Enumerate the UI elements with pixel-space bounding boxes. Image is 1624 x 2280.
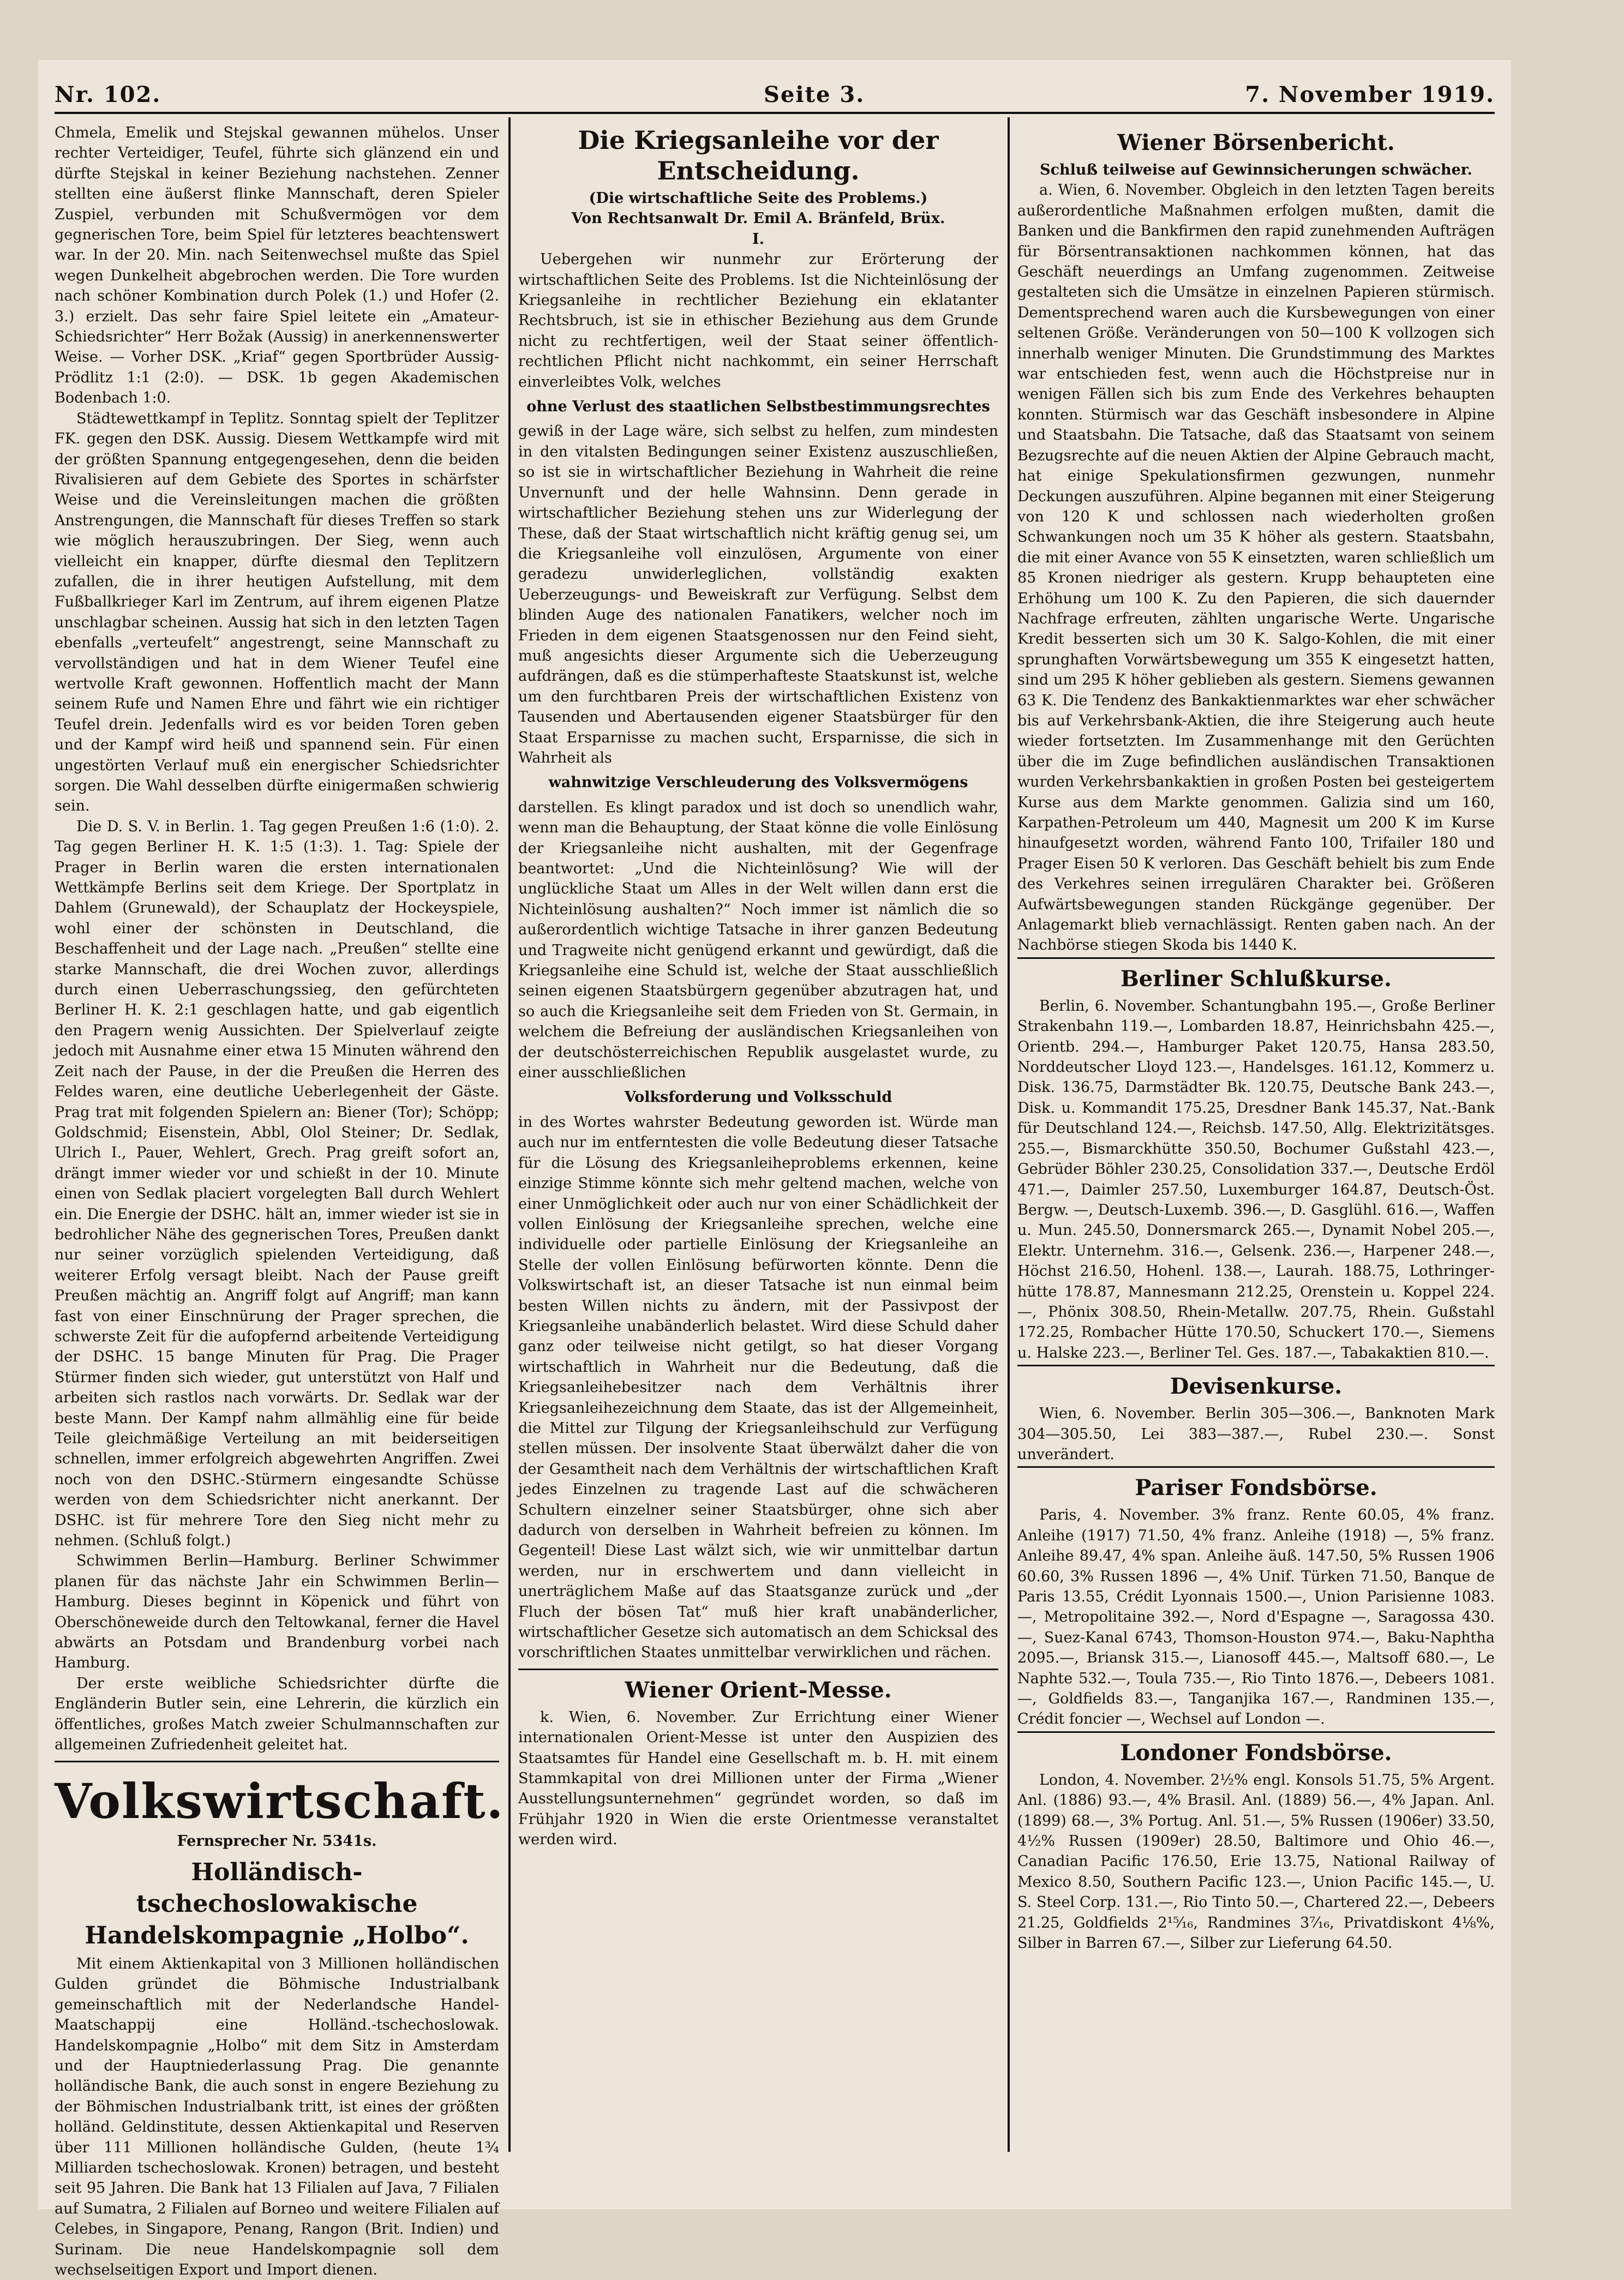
market-report: a. Wien, 6. November. Obgleich in den letzten Tagen bereits außerordentliche Maßnahmen erfolgen mußten, damit die Banken und die Bankfirmen den rapid zunehmenden Aufträgen für Börsentransaktionen nachkommen können, hat das Geschäft neuerdings an Umfang zugenommen. Zeitweise gestalteten sich die Umsätze in einzelnen Papieren stürmisch. Dementsprechend waren auch die Kursbewegungen von einer seltenen Größe. Veränderungen von 50—100 K vollzogen sich innerhalb weniger Minuten. Die Grundstimmung des Marktes war entschieden fest, wenn auch die Höchstpreise nur in wenigen Fällen sich bis zum Ende des Verkehres behaupten konnten. Stürmisch war das Geschäft insbesondere in Alpine und Staatsbahn. Die Tatsache, daß das Staatsamt von seinem Bezugsrechte auf die neuen Aktien der Alpine Gebrauch macht, hat einige Spekulationsfirmen gezwungen, nunmehr Deckungen auszuführen. Alpine begannen mit einer Steigerung von 120 K und schlossen nach wiederholten großen Schwankungen noch um 35 K höher als gestern. Staatsbahn, die mit einer Avance von 55 K einsetzten, waren schließlich um 85 Kronen niedriger als gestern. Krupp behaupteten eine Erhöhung um 100 K. Zu den Papieren, die sich dauernder Nachfrage erfreuten, zählten ungarische Werte. Ungarische Kredit besserten sich um 30 K. Salgo-Kohlen, die mit einer sprunghaften Vorwärtsbewegung um 355 K eingesetzt hatten, sind um 295 K höher geblieben als gestern. Siemens gewannen 63 K. Die Tendenz des Bankaktienmarktes war eher schwächer bis auf Verkehrsbank-Aktien, die ihre Steigerung auch heute wieder fortsetzten. Im Zusammenhange mit den Gerüchten über die im Zuge befindlichen ausländischen Transaktionen wurden Verkehrsbankaktien in großen Posten bei gesteigertem Kurse aus dem Markte genommen. Galizia sind um 160, Karpathen-Petroleum um 440, Magnesit um 200 K im Kurse hinaufgesetzt worden, während Fanto 100, Trifailer 180 und Prager Eisen 50 K verloren. Das Geschäft behielt bis zum Ende des Verkehres seinen irregulären Charakter bei. Größeren Aufwärtsbewegungen standen Rückgänge gegenüber. Der Anlagemarkt blieb vernachlässigt. Renten gaben nach. An der Nachbörse stiegen Skoda bis 1440 K.	[1017, 182, 1495, 954]
section-numeral: I.	[752, 230, 765, 248]
section-title-pariser-fondsboerse: Pariser Fondsbörse.	[1135, 1475, 1377, 1501]
quote-list: Paris, 4. November. 3% franz. Rente 60.05, 4% franz. Anleihe (1917) 71.50, 4% franz. Anleihe (1918) —, 5% franz. Anleihe 89.47, 4% span. Anleihe äuß. 147.50, 5% Russen 1906 60.60, 3% Russen 1896 —, 4% Unif. Türken 71.50, Banque de Paris 13.55, Crédit Lyonnais 1500.—, Union Parisienne 1083.—, Metropolitaine 392.—, Nord d'Espagne —, Saragossa 430.—, Suez-Kanal 6743, Thomson-Houston 974.—, Baku-Naphtha 2095.—, Briansk 315.—, Lianosoff 445.—, Maltsoff 680.—, Le Naphte 532.—, Toula 735.—, Rio Tinto 1876.—, Debeers 1081.—, Goldfields 83.—, Tanganjika 167.—, Randminen 135.—, Crédit foncier —, Wechsel auf London —.	[1017, 1507, 1495, 1728]
sport-paragraph: Schwimmen Berlin—Hamburg. Berliner Schwimmer planen für das nächste Jahr ein Schwimmen Berlin—Hamburg. Dieses beginnt in Köpenick und führt von Oberschöneweide durch den Teltowkanal, ferner die Havel abwärts an Potsdam und Brandenburg vorbei nach Hamburg.	[55, 1552, 499, 1672]
column-divider	[508, 117, 511, 2152]
section-rule	[518, 1669, 998, 1670]
article-paragraph: darstellen. Es klingt paradox und ist doch so unendlich wahr, wenn man die Behauptung, der Staat könne die volle Einlösung der Kriegsanleihe nicht aushalten, mit der Gegenfrage beantwortet: „Und die Nichteinlösung? Wie will der unglückliche Staat um Alles in der Welt willen dann erst die Nichteinlösung aushalten?“ Noch immer ist nämlich die so außerordentlich wichtige Tatsache in ihrer ganzen Bedeutung und Tragweite nicht genügend erkannt und gewürdigt, daß die Kriegsanleihe eine Schuld ist, welche der Staat ausschließlich seinen eigenen Staatsbürgern gegenüber abzutragen hat, und so auch die Kriegsanleihe seit dem Frieden von St. Germain, in welchem die Befreiung der ausländischen Kriegsanleihen von der deutschösterreichischen Republik ausgelastet wurde, zu einer ausschließlichen	[518, 799, 998, 1082]
section-rule	[55, 1761, 499, 1762]
page-header	[55, 82, 1495, 115]
article-title-orient-messe: Wiener Orient-Messe.	[625, 1677, 892, 1703]
emphasis-heading: ohne Verlust des staatlichen Selbstbestimmungsrechtes	[526, 398, 990, 416]
phone-line: Fernsprecher Nr. 5341s.	[177, 1832, 377, 1850]
section-rule	[1017, 1731, 1495, 1733]
sport-paragraph: Der erste weibliche Schiedsrichter dürfte die Engländerin Butler sein, eine Lehrerin, die kürzlich ein öffentliches, großes Match zweier Schulmannschaften zur allgemeinen Zufriedenheit geleitet hat.	[55, 1675, 499, 1754]
article-title-kriegsanleihe: Die Kriegsanleihe vor der Entscheidung.	[578, 125, 939, 185]
section-rule	[1017, 957, 1495, 959]
column-left	[55, 123, 505, 2278]
article-byline: Von Rechtsanwalt Dr. Emil A. Bränfeld, Brüx.	[571, 210, 945, 227]
article-paragraph: Mit einem Aktienkapital von 3 Millionen holländischen Gulden gründet die Böhmische Industrialbank gemeinschaftlich mit der Nederlandsche Handel-Maatschappij eine Holländ.-tschechoslowak. Handelskompagnie „Holbo“ mit dem Sitz in Amsterdam und der Hauptniederlassung Prag. Die genannte holländische Bank, die auch sonst in engere Beziehung zu der Böhmischen Industrialbank tritt, ist eines der größten holländ. Geldinstitute, dessen Aktienkapital und Reserven über 111 Millionen holländische Gulden, (heute 1¾ Milliarden tschechoslowak. Kronen) betragen, und besteht seit 95 Jahren. Die Bank hat 13 Filialen auf Java, 7 Filialen auf Sumatra, 2 Filialen auf Borneo und weitere Filialen auf Celebes, in Singapore, Penang, Rangon (Brit. Indien) und Surinam. Die neue Handelskompagnie soll dem wechselseitigen Export und Import dienen.	[55, 1955, 499, 2278]
column-middle	[518, 123, 998, 2168]
article-paragraph: gewiß in der Lage wäre, sich selbst zu helfen, zum mindesten in den vitalsten Bedingungen seiner Existenz auszuschließen, so ist sie in wirtschaftlicher Beziehung in Wahrheit die reine Unvernunft und der helle Wahnsinn. Denn gerade in wirtschaftlicher Beziehung stehen uns zur Widerlegung der These, daß der Staat wirtschaftlich nicht kräftig genug sei, um die Kriegsanleihe voll einzulösen, Argumente von einer geradezu unwiderleglichen, vollständig exakten Ueberzeugungs- und Beweiskraft zur Verfügung. Selbst dem blinden Auge des nationalen Fanatikers, welcher noch im Frieden in dem eigenen Staatsgenossen nur den Feind sieht, muß angesichts dieser Argumente sich die Ueberzeugung aufdrängen, daß es die stümperhafteste Staatskunst ist, welche um den furchtbaren Preis der wirtschaftlichen Existenz von Tausenden und Abertausenden eigener Staatsbürger für den Staat Ersparnisse zu machen sucht, Ersparnisse, die sich in Wahrheit als	[518, 423, 998, 766]
section-rule	[1017, 1466, 1495, 1468]
section-title-volkswirtschaft: Volkswirtschaft.	[55, 1772, 505, 1829]
section-title-devisenkurse: Devisenkurse.	[1170, 1373, 1343, 1400]
quote-list: Wien, 6. November. Berlin 305—306.—, Banknoten Mark 304—305.50, Lei 383—387.—, Rubel 230.—. Sonst unverändert.	[1017, 1405, 1495, 1463]
article-title-holbo: Holländisch-tschechoslowakische Handelskompagnie „Holbo“.	[85, 1858, 469, 1949]
column-divider	[1008, 117, 1010, 2152]
issue-number: Nr. 102.	[55, 82, 161, 107]
sport-paragraph: Die D. S. V. in Berlin. 1. Tag gegen Preußen 1:6 (1:0). 2. Tag gegen Berliner H. K. 1:5 (1:3). 1. Tag: Spiele der Prager in Berlin waren die ersten internationalen Wettkämpfe Berlins seit dem Kriege. Der Sportplatz in Dahlem (Grunewald), der Schauplatz der Hockeyspiele, wohl einer der schönsten in Deutschland, die Beschaffenheit und der Lage nach. „Preußen“ stellte eine starke Mannschaft, die drei Wochen zuvor, allerdings durch einen Ueberraschungssieg, den gefürchteten Berliner H. K. 2:1 geschlagen hatte, und gab eigentlich den Pragern wenig Aussichten. Der Spielverlauf zeigte jedoch mit Ausnahme einer etwa 15 Minuten während den Zeit nach der Pause, in der die Preußen die Herren des Feldes waren, eine deutliche Ueberlegenheit der Gäste. Prag trat mit folgenden Spielern an: Biener (Tor); Schöpp; Goldschmid; Eisenstein, Abbl, Olol Steiner; Dr. Sedlak, Ulrich I., Pauer, Wehlert, Grech. Prag greift sofort an, drängt immer wieder vor und schießt in der 10. Minute einen von Sedlak placiert vorgelegten Ball durch Wehlert ein. Die Energie der DSHC. hält an, immer wieder ist sie in bedrohlicher Nähe des gegnerischen Tores, Preußen dankt nur seiner vorzüglich spielenden Verteidigung, daß weiterer Erfolg versagt bleibt. Nach der Pause greift Preußen mächtig an. Angriff folgt auf Angriff; man kann fast von einer Einschnürung der Prager sprechen, die schwerste Zeit für die aufopfernd arbeitende Verteidigung der DSHC. 15 bange Minuten für Prag. Die Prager Stürmer finden sich wieder, gut unterstützt von Half und arbeiten sich rastlos nach vorwärts. Dr. Sedlak war der beste Mann. Der Kampf nahm allmählig eine für beide Teile gleichmäßige Verteilung an mit beiderseitigen schnellen, immer erfolgreich abgewehrten Angriffen. Zwei noch von den DSHC.-Stürmern eingesandte Schüsse werden von dem Schiedsrichter nicht anerkannt. Der DSHC. ist für mehrere Tore den Sieg nicht mehr zu nehmen. (Schluß folgt.)	[55, 818, 499, 1550]
emphasis-heading: Volksforderung und Volksschuld	[624, 1089, 892, 1106]
article-paragraph: k. Wien, 6. November. Zur Errichtung einer Wiener internationalen Orient-Messe ist unter den Auspizien des Staatsamtes für Handel eine Gesellschaft m. b. H. mit einem Stammkapital von drei Millionen unter der Firma „Wiener Ausstellungsunternehmen“ gegründet worden, so daß im Frühjahr 1920 in Wien die erste Orientmesse veranstaltet werden wird.	[518, 1708, 998, 1849]
issue-date: 7. November 1919.	[1245, 82, 1495, 107]
sport-paragraph: Chmela, Emelik und Stejskal gewannen mühelos. Unser rechter Verteidiger, Teufel, führte sich glänzend ein und dürfte Stejskal in keiner Beziehung nachstehen. Zenner stellten eine äußerst flinke Mannschaft, deren Spieler Zuspiel, verbunden mit Schußvermögen vor dem gegnerischen Tore, beim Spiel für letzteres beachtenswert war. In der 20. Min. nach Seitenwechsel mußte das Spiel wegen Dunkelheit abgebrochen werden. Die Tore wurden nach schöner Kombination durch Polek (1.) und Hofer (2. 3.) erzielt. Das sehr faire Spiel leitete ein „Amateur-Schiedsrichter“ Herr Božak (Aussig) in anerkennenswerter Weise. — Vorher DSK. „Kriaf“ gegen Sportbrüder Aussig-Prödlitz 1:1 (2:0). — DSK. 1b gegen Akademischen Bodenbach 1:0.	[55, 124, 499, 407]
article-subtitle: (Die wirtschaftliche Seite des Problems.)	[589, 190, 928, 207]
section-rule	[1017, 1365, 1495, 1366]
section-title-berliner-schlusskurse: Berliner Schlußkurse.	[1120, 965, 1392, 992]
page-number: Seite 3.	[764, 82, 865, 107]
article-paragraph: Uebergehen wir nunmehr zur Erörterung der wirtschaftlichen Seite des Problems. Ist die Nichteinlösung der Kriegsanleihe in rechtlicher Beziehung ein eklatanter Rechtsbruch, ist sie in ethischer Beziehung aus dem Grunde nicht zu rechtfertigen, weil der Staat seiner öffentlich-rechtlichen Pflicht nicht nachkommt, ein seiner Herrschaft einverleibtes Volk, welches	[518, 251, 998, 391]
quote-list: London, 4. November. 2½% engl. Konsols 51.75, 5% Argent. Anl. (1886) 93.—, 4% Brasil. Anl. (1889) 56.—, 4% Japan. Anl. (1899) 68.—, 3% Portug. Anl. 51.—, 5% Russen (1906er) 33.50, 4½% Russen (1909er) 28.50, Baltimore und Ohio 46.—, Canadian Pacific 176.50, Erie 13.75, National Railway of Mexico 8.50, Southern Pacific 123.—, Union Pacific 145.—, U. S. Steel Corp. 131.—, Rio Tinto 50.—, Chartered 22.—, Debeers 21.25, Goldfields 2¹⁵⁄₁₆, Randmines 3⁷⁄₁₆, Privatdiskont 4⅛%, Silber in Barren 67.—, Silber zur Lieferung 64.50.	[1017, 1771, 1495, 1952]
quote-list: Berlin, 6. November. Schantungbahn 195.—, Große Berliner Strakenbahn 119.—, Lombarden 18.87, Heinrichsbahn 425.—, Orientb. 294.—, Hamburger Paket 120.75, Hansa 283.50, Norddeutscher Lloyd 123.—, Handelsges. 161.12, Kommerz u. Disk. 136.75, Darmstädter Bk. 120.75, Deutsche Bank 243.—, Disk. u. Kommandit 175.25, Dresdner Bank 145.37, Nat.-Bank für Deutschland 124.—, Reichsb. 147.50, Allg. Elektrizitätsges. 255.—, Bismarckhütte 350.50, Bochumer Gußstahl 423.—, Gebrüder Böhler 230.25, Consolidation 337.—, Deutsche Erdöl 471.—, Daimler 257.50, Luxemburger 164.87, Deutsch-Öst. Bergw. —, Deutsch-Luxemb. 396.—, D. Gasglühl. 616.—, Waffen u. Mun. 245.50, Donnersmarck 265.—, Dynamit Nobel 205.—, Elektr. Unternehm. 316.—, Gelsenk. 236.—, Harpener 248.—, Höchst 216.50, Hohenl. 138.—, Laurah. 188.75, Lothringer-hütte 178.87, Mannesmann 212.25, Orenstein u. Koppel 224.—, Phönix 308.50, Rhein-Metallw. 207.75, Rhein. Gußstahl 172.25, Rombacher Hütte 170.50, Schuckert 170.—, Siemens u. Halske 223.—, Berliner Tel. Ges. 187.—, Tabakaktien 810.—.	[1017, 997, 1495, 1361]
article-paragraph: in des Wortes wahrster Bedeutung geworden ist. Würde man auch nur im entferntesten die volle Bedeutung dieser Tatsache für die Lösung des Kriegsanleiheproblems erkennen, keine einzige Stimme könnte sich mehr geltend machen, welche von einer Unmöglichkeit oder auch nur von einer Schädlichkeit der vollen Einlösung der Kriegsanleihe sprechen, welche eine individuelle oder partielle Einlösung der Kriegsanleihe an Stelle der vollen Einlösung befürworten könnte. Denn die Volkswirtschaft ist, an dieser Tatsache ist nun einmal beim besten Willen nichts zu ändern, mit der Passivpost der Kriegsanleihe unabänderlich belastet. Wird diese Schuld daher ganz oder teilweise nicht getilgt, so hat dieser Vorgang wirtschaftlich in Wahrheit nur die Bedeutung, daß die Kriegsanleihebesitzer nach dem Verhältnis ihrer Kriegsanleihezeichnung dem Staate, das ist der Allgemeinheit, die Mittel zur Tilgung der Kriegsanleihschuld zur Verfügung stellen müssen. Der insolvente Staat überwälzt daher die von der Gesamtheit nach dem Verhältnis der wirtschaftlichen Kraft jedes Einzelnen zu tragende Last auf die schwächeren Schultern einzelner seiner Staatsbürger, ohne sich aber dadurch von derselben in Wahrheit befreien zu können. Im Gegenteil! Diese Last wälzt sich, wie wir unmittelbar dartun werden, nur in erschwertem und dann vielleicht in unerträglichem Maße auf das Staatsganze zurück und „der Fluch der bösen Tat“ muß hier kraft unabänderlicher, wirtschaftlicher Gesetze sich automatisch an dem Schicksal des vorschriftlichen Staates unmittelbar verwirklichen und rächen.	[518, 1113, 998, 1661]
sport-paragraph: Städtewettkampf in Teplitz. Sonntag spielt der Teplitzer FK. gegen den DSK. Aussig. Diesem Wettkampfe wird mit der größten Spannung entgegengesehen, denn die beiden Rivalisieren auf dem Gebiete des Sportes in schärfster Weise und die Vereinsleitungen machen die größten Anstrengungen, die Mannschaft für dieses Treffen so stark wie möglich herauszubringen. Der Sieg, wenn auch vielleicht ein knapper, dürfte diesmal den Teplitzern zufallen, die in ihrer heutigen Aufstellung, mit dem Fußballkrieger Karl im Zentrum, auf ihrem eigenen Platze unschlagbar scheinen. Aussig hat sich in den letzten Tagen ebenfalls „verteufelt“ angestrengt, seine Mannschaft zu vervollständigen und hat in dem Wiener Teufel eine wertvolle Kraft gewonnen. Hoffentlich macht der Mann seinem Rufe und Namen Ehre und fährt wie ein richtiger Teufel drein. Jedenfalls wird es vor beiden Toren geben und der Kampf wird heiß und spannend sein. Für einen ungestörten Verlauf muß ein energischer Schiedsrichter sorgen. Die Wahl desselben dürfte einigermaßen schwierig sein.	[55, 410, 499, 815]
section-subtitle: Schluß teilweise auf Gewinnsicherungen schwächer.	[1040, 161, 1472, 178]
header-rule	[55, 112, 1495, 114]
section-title-londoner-fondsboerse: Londoner Fondsbörse.	[1120, 1739, 1392, 1766]
column-right	[1017, 123, 1495, 2168]
section-title-wiener-boerse: Wiener Börsenbericht.	[1117, 130, 1395, 155]
emphasis-heading: wahnwitzige Verschleuderung des Volksvermögens	[548, 774, 968, 791]
